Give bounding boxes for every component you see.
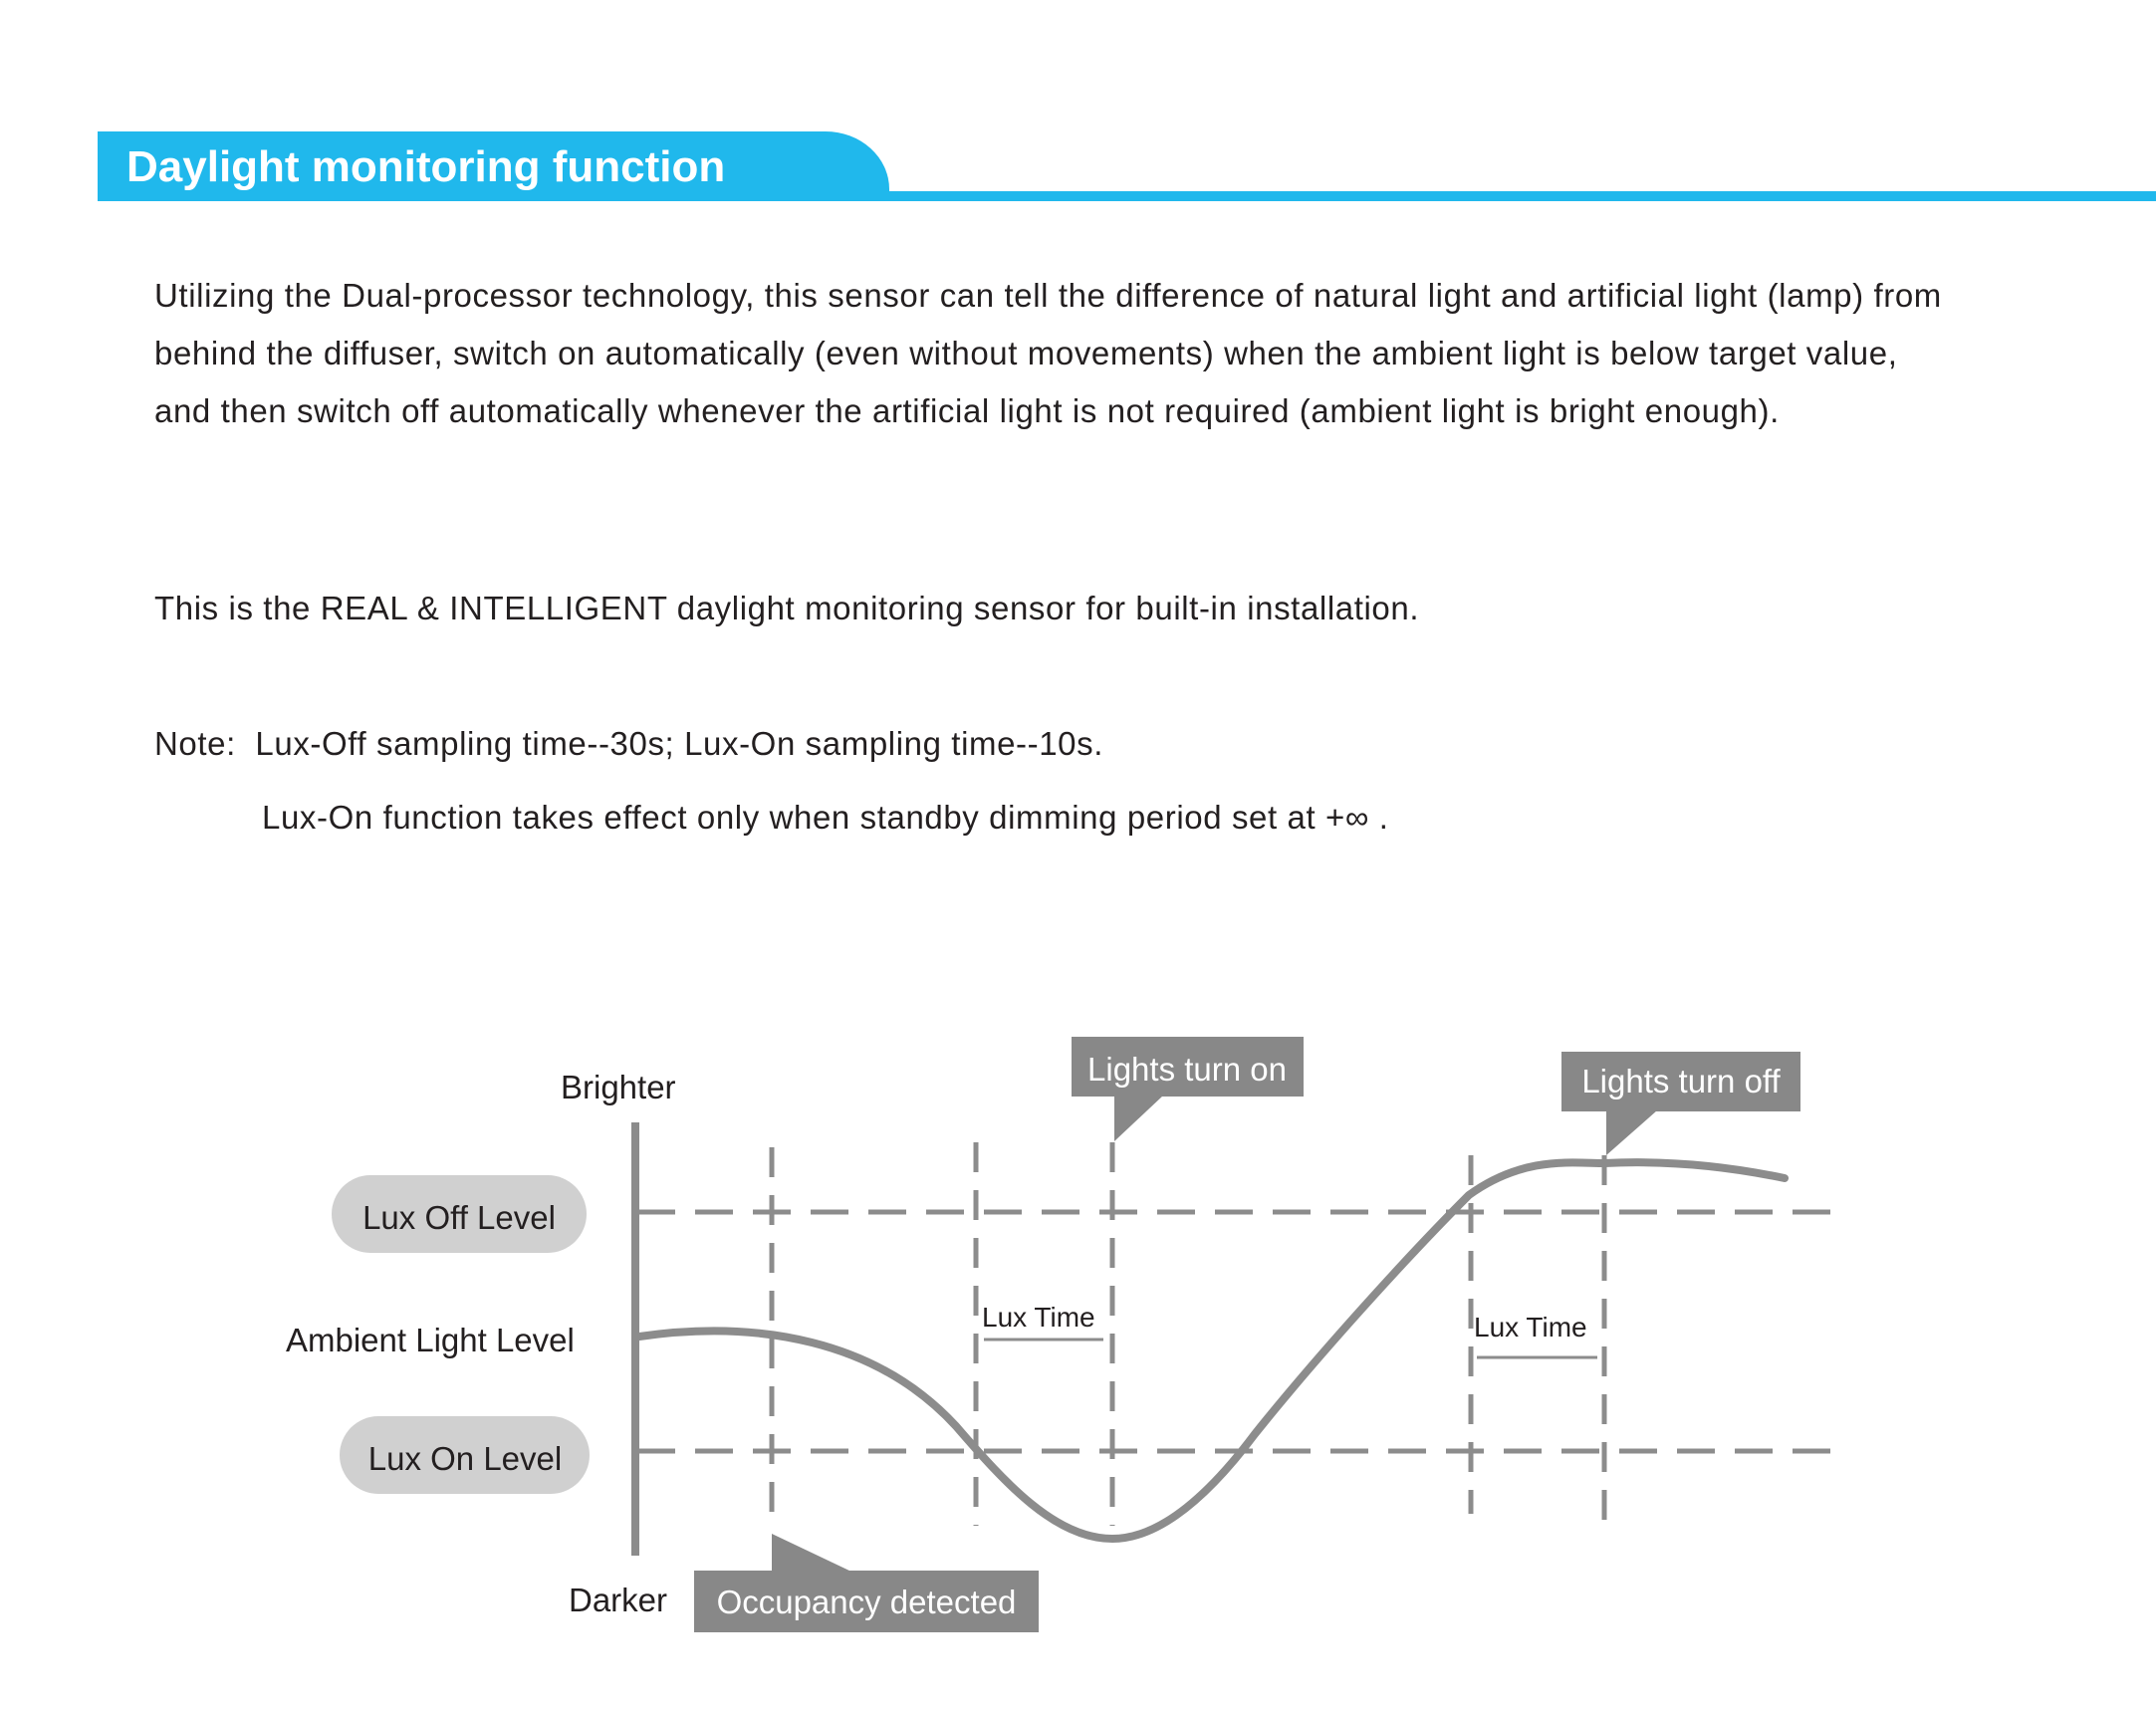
product-statement: This is the REAL & INTELLIGENT daylight monitoring sensor for built-in installation. (154, 590, 1420, 626)
ambient-light-curve (639, 1162, 1785, 1539)
lux-on-level-label: Lux On Level (367, 1440, 563, 1477)
axis-bottom-label: Darker (569, 1582, 668, 1618)
note-label: Note: (154, 725, 236, 762)
ambient-light-label: Ambient Light Level (286, 1322, 575, 1358)
occupancy-callout-pointer (772, 1534, 851, 1572)
section-title: Daylight monitoring function (126, 142, 726, 191)
lux-time-label: Lux Time (982, 1302, 1095, 1333)
lights-off-callout-pointer (1606, 1110, 1657, 1155)
intro-line: Utilizing the Dual-processor technology, this sensor can tell the difference of natural light and artificial light (lamp) from (154, 277, 1942, 314)
lux-time-label: Lux Time (1474, 1312, 1587, 1343)
lights-off-callout-text: Lights turn off (1581, 1063, 1781, 1099)
intro-line: and then switch off automatically whenever the artificial light is not required (ambient light is bright enough). (154, 392, 1780, 429)
lights-on-callout-pointer (1114, 1096, 1163, 1141)
axis-top-label: Brighter (561, 1069, 676, 1105)
note-line-2: Lux-On function takes effect only when standby dimming period set at +∞ . (262, 799, 1389, 836)
note-sampling-times: Lux-Off sampling time--30s; Lux-On sampling time--10s. (255, 725, 1104, 762)
occupancy-callout-text: Occupancy detected (716, 1584, 1017, 1620)
lux-off-level-label: Lux Off Level (362, 1199, 556, 1236)
lights-on-callout-text: Lights turn on (1087, 1051, 1287, 1088)
intro-line: behind the diffuser, switch on automatically (even without movements) when the ambient light is below target value, (154, 335, 1898, 371)
